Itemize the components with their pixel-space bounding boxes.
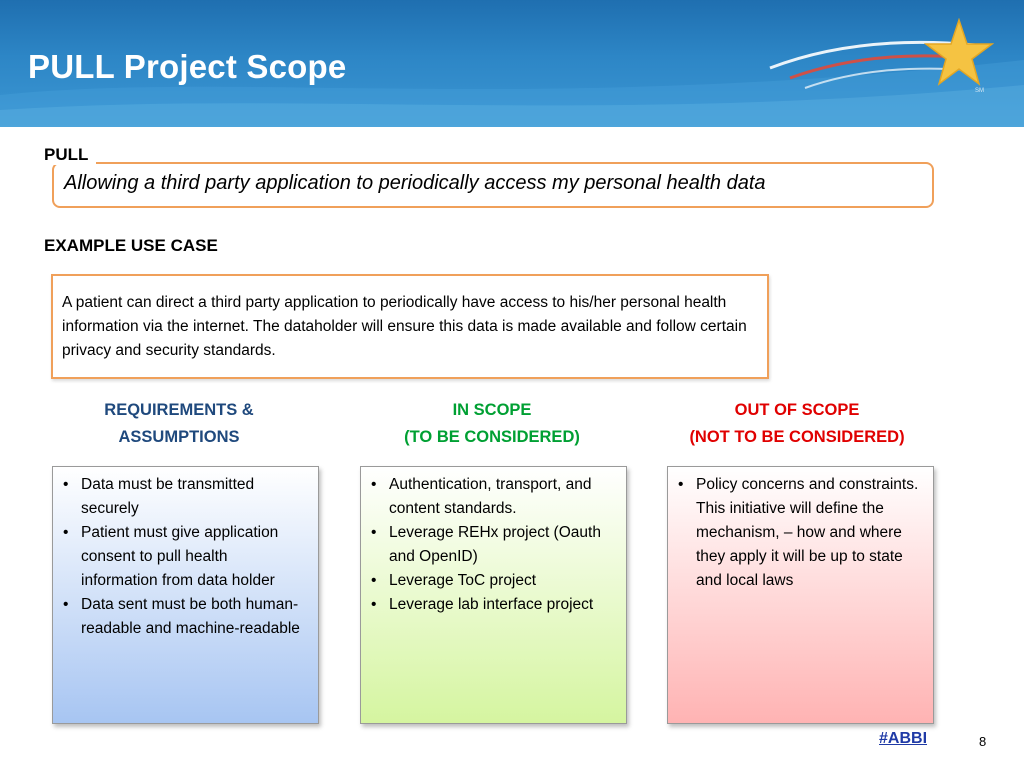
list-item: • Patient must give application consent to pull health information from data holder [81,521,308,593]
requirements-heading-line1: REQUIREMENTS & [104,401,254,419]
out-of-scope-heading-line1: OUT OF SCOPE [734,401,860,419]
in-scope-heading-line1: IN SCOPE [452,401,532,419]
list-item: • Leverage lab interface project [389,593,616,617]
list-item: • Authentication, transport, and content standards. [389,473,616,521]
in-scope-list [361,467,626,617]
list-item: • Policy concerns and constraints. This initiative will define the mechanism, – how and where they apply it will be up to state and local laws [696,473,923,593]
in-scope-heading [362,397,622,451]
in-scope-box [360,466,627,724]
slide-header-banner [0,0,1024,127]
use-case-text: A patient can direct a third party application to periodically have access to his/her personal health information via the internet. The dataholder will ensure this data is made available and follow certain privacy and security standards. [62,294,747,359]
pull-definition-text: Allowing a third party application to periodically access my personal health data [64,172,766,194]
requirements-list [53,467,318,641]
out-of-scope-heading-line2: (NOT TO BE CONSIDERED) [689,428,905,446]
slide-title: PULL Project Scope [28,48,347,85]
list-item: • Data sent must be both human-readable and machine-readable [81,593,308,641]
service-mark: SM [975,88,984,94]
requirements-heading-line2: ASSUMPTIONS [118,428,240,446]
abbi-hashtag-link[interactable]: #ABBI [879,730,928,747]
page-number: 8 [979,734,987,749]
list-item: • Leverage ToC project [389,569,616,593]
requirements-heading [49,397,309,451]
requirements-box [52,466,319,724]
in-scope-heading-line2: (TO BE CONSIDERED) [404,428,580,446]
list-item: • Leverage REHx project (Oauth and OpenID) [389,521,616,569]
out-of-scope-box [667,466,934,724]
star-logo-icon [924,18,994,88]
list-item: • Data must be transmitted securely [81,473,308,521]
out-of-scope-list [668,467,933,593]
use-case-heading: EXAMPLE USE CASE [44,236,226,256]
out-of-scope-heading [667,397,927,451]
pull-label: PULL [44,145,96,165]
